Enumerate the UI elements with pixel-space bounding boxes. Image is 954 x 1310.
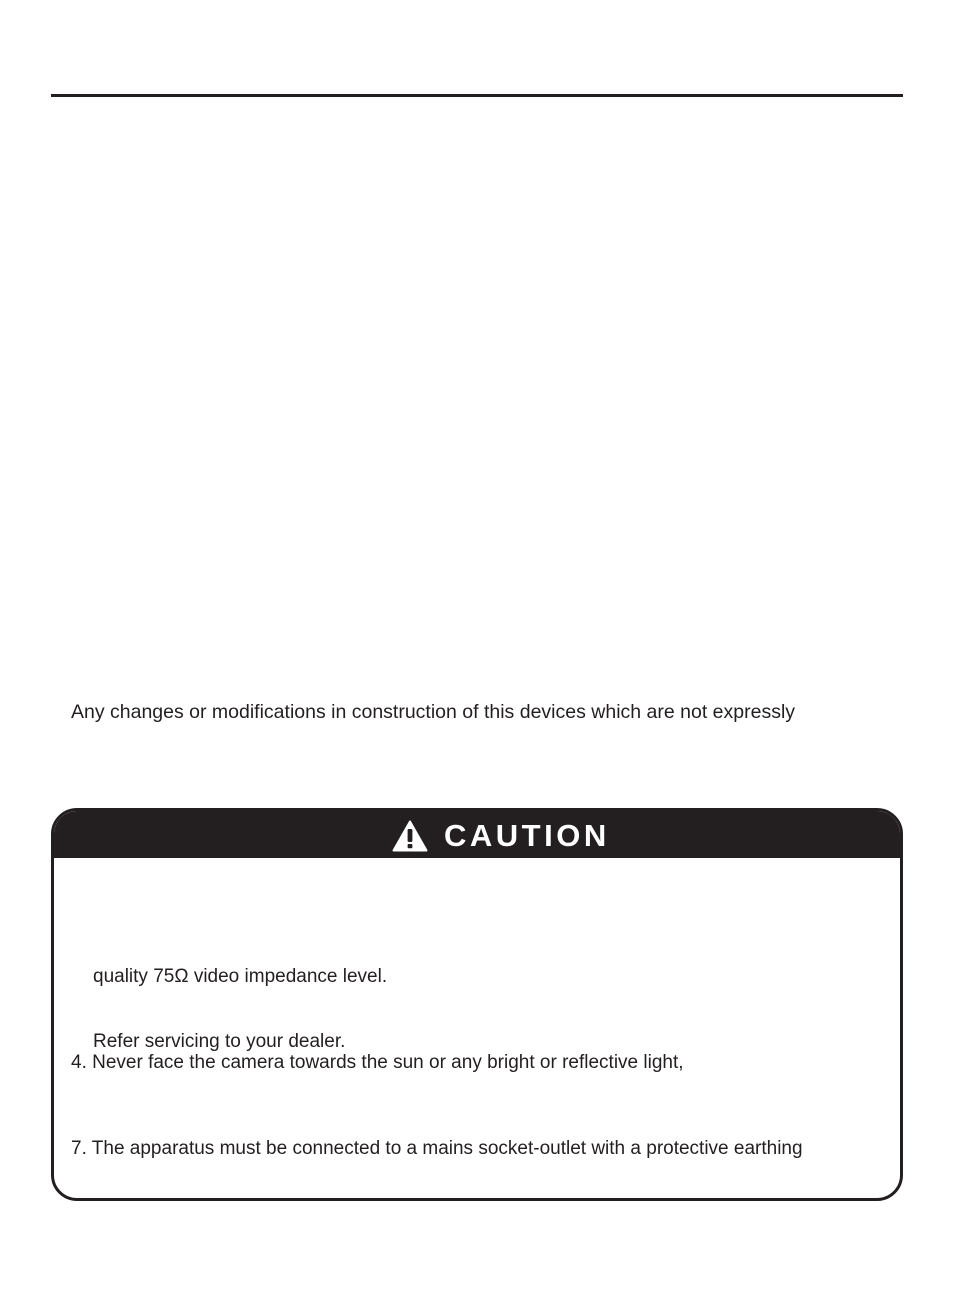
warning-triangle-icon xyxy=(392,820,428,852)
caution-heading: CAUTION xyxy=(444,818,610,853)
modification-notice-text: Any changes or modifications in construction of this devices which are not expressly xyxy=(71,701,796,723)
caution-line-impedance: quality 75Ω video impedance level. xyxy=(93,966,388,987)
caution-line-servicing: Refer servicing to your dealer. xyxy=(93,1031,346,1052)
caution-box xyxy=(51,808,903,1201)
top-divider-rule xyxy=(51,94,903,97)
caution-header xyxy=(54,811,900,858)
caution-item-7: 7. The apparatus must be connected to a mains socket-outlet with a protective earthing xyxy=(71,1138,803,1159)
caution-title-group xyxy=(392,819,610,853)
caution-item-4: 4. Never face the camera towards the sun or any bright or reflective light, xyxy=(71,1052,684,1073)
